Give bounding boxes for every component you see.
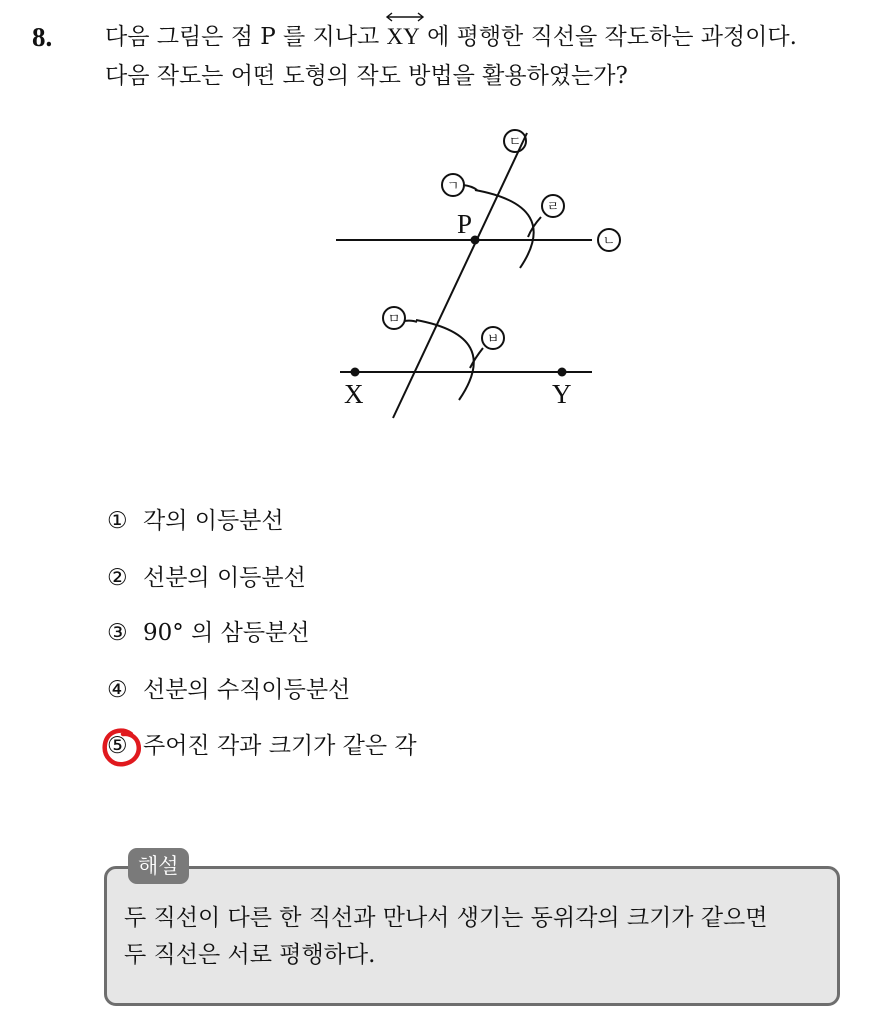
label-mieum: ㅁ <box>387 312 401 327</box>
choice-number: ③ <box>107 620 128 646</box>
question-line-1 <box>105 21 797 53</box>
label-x: X <box>344 379 364 409</box>
choice-1[interactable] <box>107 505 284 537</box>
explanation-line-1: 두 직선이 다른 한 직선과 만나서 생기는 동위각의 크기가 같으면 <box>124 905 768 931</box>
label-y: Y <box>552 379 572 409</box>
choice-text: 주어진 각과 크기가 같은 각 <box>143 733 417 759</box>
choice-3[interactable] <box>107 617 309 649</box>
label-rieul: ㄹ <box>546 200 560 215</box>
choice-5[interactable] <box>107 730 417 762</box>
point-x-dot <box>351 368 360 377</box>
label-giyeok: ㄱ <box>446 179 460 194</box>
leader-mieum <box>404 321 417 322</box>
answer-circle-mark-icon <box>98 722 146 770</box>
point-y-dot <box>558 368 567 377</box>
construction-figure <box>300 120 640 430</box>
arc-upper <box>475 190 534 268</box>
label-nieun: ㄴ <box>602 234 616 249</box>
label-bieup: ㅂ <box>486 332 500 347</box>
leader-giyeok <box>463 185 477 190</box>
choice-4[interactable] <box>107 674 350 706</box>
construction-diagram <box>300 120 640 430</box>
choice-text: 각의 이등분선 <box>143 508 284 534</box>
choice-text: 선분의 수직이등분선 <box>143 677 351 703</box>
choice-number: ① <box>107 508 128 534</box>
question-text-end: 에 평행한 직선을 작도하는 과정이다. <box>419 24 797 50</box>
choice-number: ② <box>107 565 128 591</box>
explanation-line-2: 두 직선은 서로 평행하다. <box>124 942 376 968</box>
question-number: 8. <box>32 22 53 52</box>
label-digeut: ㄷ <box>508 135 522 150</box>
arc-lower <box>416 320 474 400</box>
vector-xy <box>387 21 420 53</box>
explanation-text <box>124 900 834 974</box>
choice-2[interactable] <box>107 562 306 594</box>
double-arrow-icon <box>385 12 425 22</box>
choice-text: 선분의 이등분선 <box>143 565 306 591</box>
question-text-start: 다음 그림은 점 P 를 지나고 <box>105 24 387 50</box>
choice-number: ④ <box>107 677 128 703</box>
question-line-2: 다음 작도는 어떤 도형의 작도 방법을 활용하였는가? <box>105 63 628 89</box>
choice-text: 90° 의 삼등분선 <box>143 620 310 646</box>
choice-number: ⑤ <box>107 733 128 759</box>
vector-xy-label: XY <box>386 24 420 49</box>
explanation-tag: 해설 <box>128 848 189 884</box>
label-p: P <box>457 209 473 239</box>
